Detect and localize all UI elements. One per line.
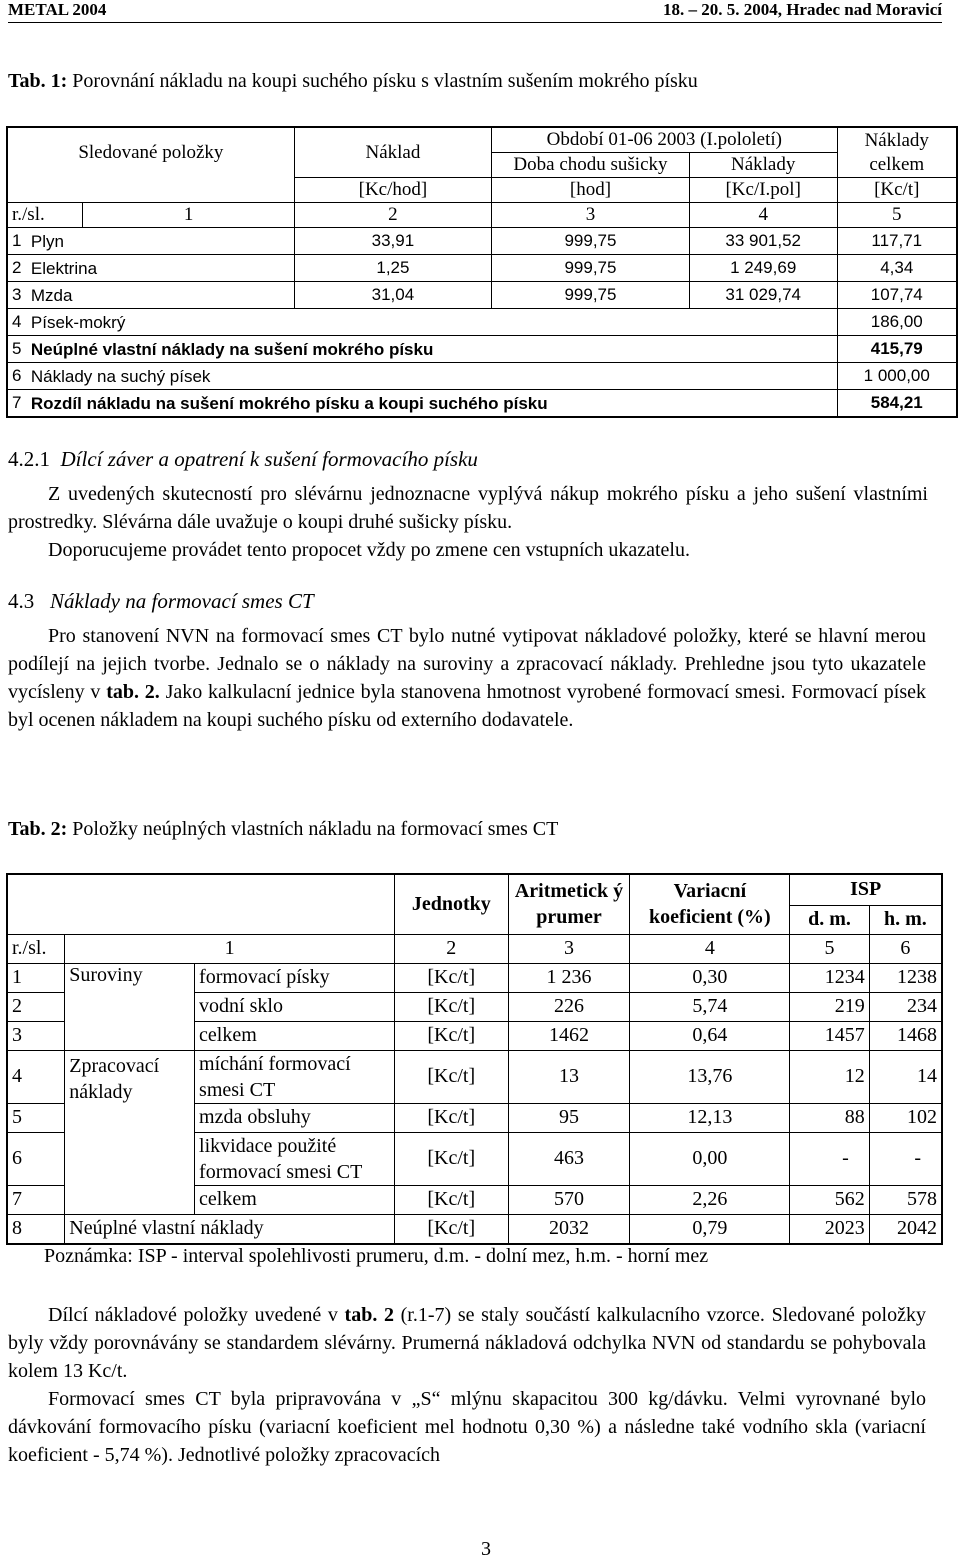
row-item: Elektrina [30,259,98,278]
unit-hours: [hod] [492,178,690,203]
cell-total: 117,71 [837,228,957,255]
header-cost: Náklad [294,127,491,178]
table-row: 4 Písek-mokrý 186,00 [7,309,957,336]
table-row: 6 Náklady na suchý písek 1 000,00 [7,363,957,390]
row-item: celkem [195,1021,395,1050]
header-lower: d. m. [790,905,870,934]
cell-total: 186,00 [837,309,957,336]
col-label: r./sl. [7,203,83,228]
row-item: likvidace použité formovací smesi CT [195,1132,395,1185]
table-row: 2 vodní sklo [Kc/t] 226 5,74 219 234 [7,992,942,1021]
cell-hours: 999,75 [492,255,690,282]
col-label: r./sl. [7,934,65,963]
col-number: 4 [630,934,790,963]
cost-comparison-table [6,126,958,418]
row-item: Neúplné vlastní náklady na sušení mokrého písku [30,340,434,359]
table1-caption [8,70,698,93]
header-isp: ISP [790,874,942,905]
col-number: 3 [492,203,690,228]
cell-cost: 1,25 [294,255,491,282]
row-item: Mzda [30,286,73,305]
conference-date-place: 18. – 20. 5. 2004, Hradec nad Moravicí [662,0,942,19]
table1-caption-label: Tab. 1: [8,70,68,92]
col-number: 1 [65,934,395,963]
header-total: Náklady celkem [864,129,929,175]
table2-caption [8,818,558,841]
header-units: Jednotky [395,874,509,934]
table1-caption-text: Porovnání nákladu na koupi suchého písku s vlastním sušením mokrého písku [67,70,698,92]
unit-total: [Kc/t] [837,178,957,203]
group-processing-costs: Zpracovací náklady [65,1050,195,1214]
cell-hours: 999,75 [492,282,690,309]
table-row: 7 Rozdíl nákladu na sušení mokrého písku a koupi suchého písku 584,21 [7,390,957,418]
group-raw-materials: Suroviny [65,963,195,1050]
table-row: 2 Elektrina 1,25 999,75 1 249,69 4,34 [7,255,957,282]
table-row: 3 Mzda 31,04 999,75 31 029,74 107,74 [7,282,957,309]
row-item: Náklady na suchý písek [30,367,211,386]
paragraph: Pro stanovení NVN na formovací smes CT bylo nutné vytipovat nákladové položky, které se hlavní merou podílejí na jejich tvorbe. Jednalo se o náklady na suroviny a zpracovací náklady. Prehledne jsou tyto ukazatele vycísleny v tab. 2. Jako kalkulacní jednice byla stanovena hmotnost vyrobené formovací smesi. Formovací písek byl ocenen nákladem na koupi suchého písku od externího dodavatele. [8,625,926,731]
col-number: 6 [869,934,942,963]
table-row: 7 celkem [Kc/t] 570 2,26 562 578 [7,1185,942,1214]
cell-cost: 33,91 [294,228,491,255]
cell-total: 1 000,00 [837,363,957,390]
table-row: 5 Neúplné vlastní náklady na sušení mokrého písku 415,79 [7,336,957,363]
row-item: vodní sklo [195,992,395,1021]
cell-cost: 31,04 [294,282,491,309]
header-average: Aritmetick ý prumer [508,874,630,934]
row-item: Rozdíl nákladu na sušení mokrého písku a koupi suchého písku [30,394,548,413]
cost-items-table [6,873,943,1245]
row-item: Písek-mokrý [30,313,126,332]
table2-caption-text: Položky neúplných vlastních nákladu na formovací smes CT [67,818,559,840]
paragraph: Z uvedených skutecností pro slévárnu jednoznacne vyplývá nákup mokrého písku a jeho sušení vlastními prostredky. Slévárna dále uvažuje o koupi druhé sušicky písku. [8,483,928,533]
col-number: 5 [790,934,870,963]
running-header [8,0,942,23]
header-costs: Náklady [689,153,837,178]
table-row: 4 Zpracovací náklady míchání formovací smesi CT [Kc/t] 13 13,76 12 14 [7,1050,942,1103]
column-numbers-row [7,203,957,228]
section-heading-4-3: 4.3 Náklady na formovací smes CT [8,589,314,613]
unit-costs: [Kc/I.pol] [689,178,837,203]
header-variation: Variacní koeficient (%) [630,874,790,934]
cell-total: 415,79 [837,336,957,363]
col-number: 4 [689,203,837,228]
table-row: 5 mzda obsluhy [Kc/t] 95 12,13 88 102 [7,1103,942,1132]
col-number: 1 [83,203,294,228]
table-row: 8 Neúplné vlastní náklady [Kc/t] 2032 0,79 2023 2042 [7,1214,942,1244]
cell-costs: 1 249,69 [689,255,837,282]
table-row: 1 Plyn 33,91 999,75 33 901,52 117,71 [7,228,957,255]
row-item: Plyn [30,232,64,251]
cell-total: 107,74 [837,282,957,309]
header-period: Období 01-06 2003 (I.pololetí) [492,127,837,153]
header-items: Sledované položky [7,127,294,178]
table-row: 3 celkem [Kc/t] 1462 0,64 1457 1468 [7,1021,942,1050]
section-heading-4-2-1: 4.2.1 Dílcí záver a opatrení k sušení formovacího písku [8,447,478,471]
cell-hours: 999,75 [492,228,690,255]
cell-costs: 33 901,52 [689,228,837,255]
cell-costs: 31 029,74 [689,282,837,309]
row-item: míchání formovací smesi CT [195,1050,395,1103]
header-runtime: Doba chodu sušicky [492,153,690,178]
column-numbers-row [7,934,942,963]
cell-total: 584,21 [837,390,957,418]
paragraph: Formovací smes CT byla pripravována v „S“ mlýnu skapacitou 300 kg/dávku. Velmi vyrovnané bylo dávkování formovacího písku (variacní koeficient mel hodnotu 0,30 %) a následne také vodního skla (variacní koeficient - 5,74 %). Jednotlivé položky zpracovacích [8,1388,926,1466]
col-number: 2 [294,203,491,228]
row-item: formovací písky [195,963,395,992]
conference-name: METAL 2004 [8,0,107,19]
table-row: 6 likvidace použité formovací smesi CT [Kc/t] 463 0,00 - - [7,1132,942,1185]
col-number: 3 [508,934,630,963]
row-item: mzda obsluhy [195,1103,395,1132]
row-item: celkem [195,1185,395,1214]
row-item: Neúplné vlastní náklady [65,1214,395,1244]
paragraph: Dílcí nákladové položky uvedené v tab. 2 (r.1-7) se staly součástí kalkulacního vzorce. Sledované položky byly vždy porovnávány se standardem slévárny. Prumerná nákladová odchylka NVN od standardu se pohybovala kolem 13 Kc/t. [8,1304,926,1382]
cell-total: 4,34 [837,255,957,282]
page-number: 3 [481,1538,491,1560]
table-row: 1 Suroviny formovací písky [Kc/t] 1 236 0,30 1234 1238 [7,963,942,992]
header-upper: h. m. [883,908,927,930]
unit-cost: [Kc/hod] [294,178,491,203]
col-number: 2 [395,934,509,963]
paragraph: Doporucujeme provádet tento propocet vždy po zmene cen vstupních ukazatelu. [48,539,690,561]
col-number: 5 [837,203,957,228]
table2-caption-label: Tab. 2: [8,818,68,840]
table2-note: Poznámka: ISP - interval spolehlivosti prumeru, d.m. - dolní mez, h.m. - horní mez [44,1245,709,1267]
